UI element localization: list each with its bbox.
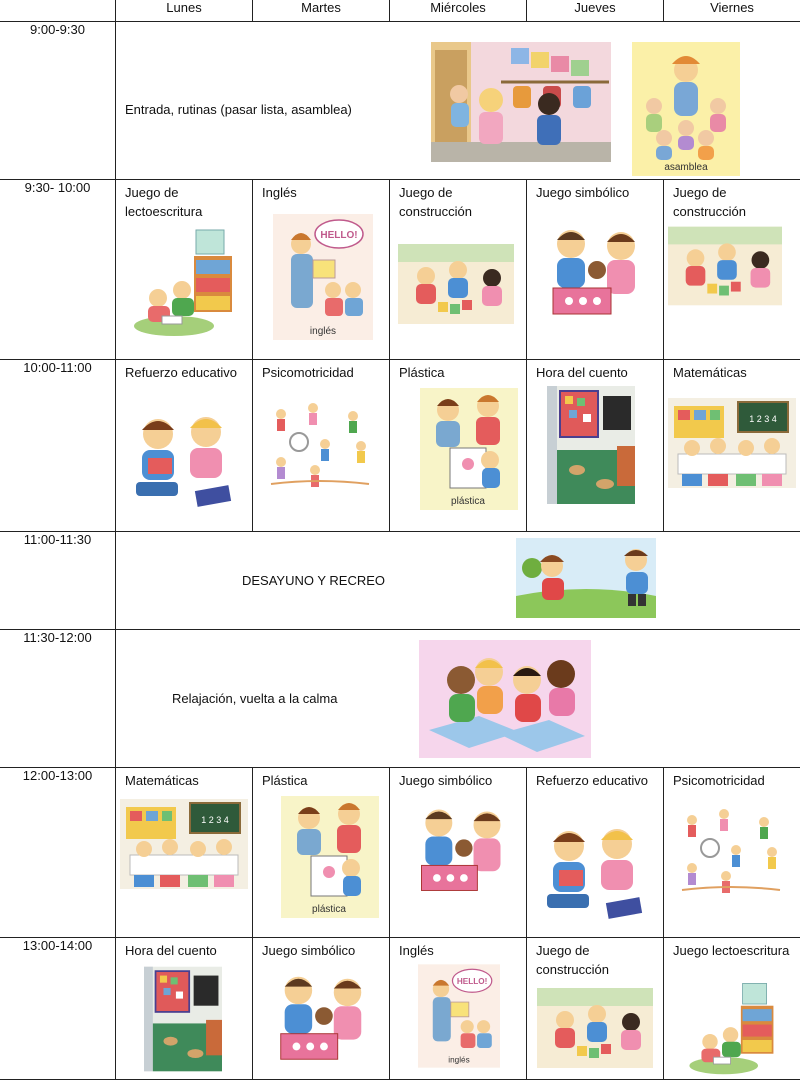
hello-bubble-text: HELLO! <box>320 230 358 241</box>
time-cell: 11:30-12:00 <box>0 630 116 768</box>
activity-label: Psicomotricidad <box>262 365 354 380</box>
plastica-caption: plástica <box>451 496 485 507</box>
merged-text: DESAYUNO Y RECREO <box>242 573 386 588</box>
activity-cell-lunes <box>116 180 253 360</box>
activity-cell-miercoles <box>390 360 527 532</box>
activity-label: Matemáticas <box>125 773 199 788</box>
relaxation-illustration <box>419 640 591 758</box>
activity-label: Juego simbólico <box>262 943 356 958</box>
activity-label: Juego de lectoescritura <box>125 185 203 219</box>
activity-cell-miercoles <box>390 180 527 360</box>
activity-cell-jueves <box>527 938 664 1080</box>
math-class-illustration <box>668 398 796 488</box>
row-1300 <box>0 938 800 1080</box>
activity-label: Juego simbólico <box>399 773 493 788</box>
activity-label: Hora del cuento <box>125 943 217 958</box>
activity-label: Psicomotricidad <box>673 773 765 788</box>
english-teacher-illustration <box>273 214 373 340</box>
story-corner-photo <box>144 964 222 1074</box>
activity-label: Plástica <box>399 365 445 380</box>
activity-label: Juego de construcción <box>399 185 472 219</box>
ingles-caption: inglés <box>448 1055 470 1065</box>
activity-cell-jueves <box>527 180 664 360</box>
ingles-caption: inglés <box>309 326 337 337</box>
svg-text:1 2 3 4: 1 2 3 4 <box>201 815 229 825</box>
hello-bubble-text: HELLO! <box>456 977 488 987</box>
psychomotor-illustration <box>672 806 788 896</box>
art-class-illustration <box>281 796 379 918</box>
story-corner-photo <box>547 386 635 504</box>
activity-cell-viernes <box>664 768 800 938</box>
activity-label: Juego de construcción <box>536 943 609 977</box>
activity-cell-lunes <box>116 938 253 1080</box>
recess-illustration <box>516 538 656 618</box>
classroom-entry-illustration <box>431 42 611 162</box>
activity-label: Juego lectoescritura <box>673 943 790 958</box>
corner-cell <box>0 0 116 22</box>
activity-cell-jueves <box>527 768 664 938</box>
asamblea-caption: asamblea <box>664 162 708 173</box>
row-1130 <box>0 630 800 768</box>
asamblea-illustration <box>632 42 740 176</box>
activity-cell-viernes <box>664 180 800 360</box>
activity-label: Hora del cuento <box>536 365 628 380</box>
row-0900 <box>0 22 800 180</box>
activity-label: Matemáticas <box>673 365 747 380</box>
activity-cell-jueves <box>527 360 664 532</box>
svg-text:1 2 3 4: 1 2 3 4 <box>749 414 777 424</box>
symbolic-play-illustration <box>267 970 375 1066</box>
plastica-caption: plástica <box>312 904 346 915</box>
activity-cell-martes <box>253 938 390 1080</box>
construction-play-illustration <box>668 226 782 306</box>
header-row <box>0 0 800 22</box>
merged-text: Relajación, vuelta a la calma <box>172 691 338 706</box>
activity-label: Refuerzo educativo <box>536 773 649 788</box>
activity-cell-martes <box>253 180 390 360</box>
time-cell: 11:00-11:30 <box>0 532 116 630</box>
day-header-miercoles: Miércoles <box>390 0 527 22</box>
math-class-illustration <box>120 798 248 890</box>
activity-cell-miercoles <box>390 938 527 1080</box>
merged-cell-entrada <box>116 22 800 180</box>
english-teacher-illustration <box>418 964 500 1068</box>
construction-play-illustration <box>398 244 514 324</box>
time-cell: 10:00-11:00 <box>0 360 116 532</box>
activity-label: Plástica <box>262 773 308 788</box>
day-header-martes: Martes <box>253 0 390 22</box>
activity-cell-viernes <box>664 360 800 532</box>
day-header-viernes: Viernes <box>664 0 800 22</box>
construction-play-illustration <box>537 988 653 1068</box>
symbolic-play-illustration <box>408 802 514 898</box>
row-0930 <box>0 180 800 360</box>
activity-cell-lunes <box>116 768 253 938</box>
time-cell: 9:30- 10:00 <box>0 180 116 360</box>
activity-label: Juego de construcción <box>673 185 746 219</box>
merged-text: Entrada, rutinas (pasar lista, asamblea) <box>125 102 352 117</box>
activity-cell-miercoles <box>390 768 527 938</box>
reading-kids-illustration <box>126 410 242 510</box>
row-1000 <box>0 360 800 532</box>
reading-corner-illustration <box>134 226 238 338</box>
activity-label: Juego simbólico <box>536 185 630 200</box>
time-cell: 9:00-9:30 <box>0 22 116 180</box>
time-cell: 12:00-13:00 <box>0 768 116 938</box>
activity-label: Refuerzo educativo <box>125 365 238 380</box>
day-header-jueves: Jueves <box>527 0 664 22</box>
row-1200 <box>0 768 800 938</box>
activity-label: Inglés <box>262 185 297 200</box>
row-1100 <box>0 532 800 630</box>
activity-label: Inglés <box>399 943 434 958</box>
reading-kids-illustration <box>537 822 653 922</box>
art-class-illustration <box>420 388 518 510</box>
merged-cell-desayuno <box>116 532 800 630</box>
activity-cell-lunes <box>116 360 253 532</box>
reading-corner-illustration <box>686 980 782 1076</box>
symbolic-play-illustration <box>539 224 649 320</box>
psychomotor-illustration <box>261 400 377 490</box>
time-cell: 13:00-14:00 <box>0 938 116 1080</box>
activity-cell-martes <box>253 768 390 938</box>
activity-cell-viernes <box>664 938 800 1080</box>
activity-cell-martes <box>253 360 390 532</box>
day-header-lunes: Lunes <box>116 0 253 22</box>
merged-cell-relajacion <box>116 630 800 768</box>
